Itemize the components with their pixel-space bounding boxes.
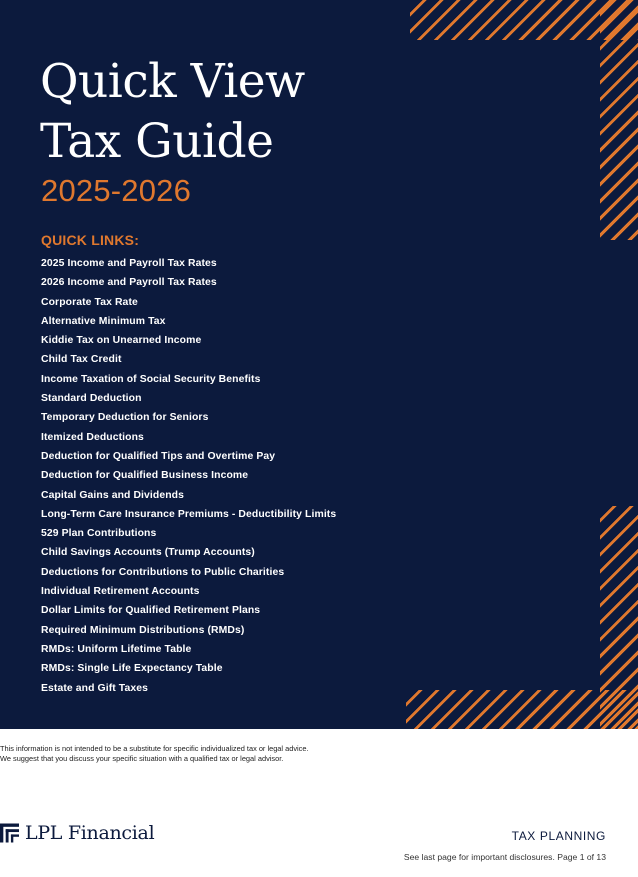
quick-link-standard-deduction[interactable]: Standard Deduction	[41, 393, 142, 405]
quick-link-public-charities-deductions[interactable]: Deductions for Contributions to Public Charities	[41, 566, 285, 578]
quick-link-529-plan-contributions[interactable]: 529 Plan Contributions	[41, 528, 157, 540]
tax-years: 2025-2026	[41, 173, 192, 208]
quick-link-social-security-taxation[interactable]: Income Taxation of Social Security Benefits	[41, 373, 261, 385]
quick-link-seniors-deduction[interactable]: Temporary Deduction for Seniors	[41, 412, 209, 424]
quick-link-rmd-single-life-table[interactable]: RMDs: Single Life Expectancy Table	[41, 663, 223, 675]
quick-link-qualified-business-income[interactable]: Deduction for Qualified Business Income	[41, 470, 249, 482]
quick-link-alternative-minimum-tax[interactable]: Alternative Minimum Tax	[41, 315, 166, 327]
quick-links-heading: QUICK LINKS:	[41, 232, 140, 248]
quick-link-estate-gift-taxes[interactable]: Estate and Gift Taxes	[41, 682, 148, 694]
page-note: See last page for important disclosures. Page 1 of 13	[403, 852, 606, 862]
quick-link-child-tax-credit[interactable]: Child Tax Credit	[41, 354, 122, 366]
logo-text: LPL Financial	[25, 822, 155, 844]
quick-link-retirement-plan-limits[interactable]: Dollar Limits for Qualified Retirement Plans	[41, 605, 261, 617]
quick-link-capital-gains-dividends[interactable]: Capital Gains and Dividends	[41, 489, 185, 501]
decorative-stripes-right	[600, 0, 638, 240]
quick-link-corporate-tax-rate[interactable]: Corporate Tax Rate	[41, 296, 138, 308]
lpl-logo-icon	[0, 823, 19, 843]
quick-link-child-savings-accounts[interactable]: Child Savings Accounts (Trump Accounts)	[41, 547, 255, 559]
page-title	[40, 52, 305, 172]
quick-link-2026-income-payroll-tax-rates[interactable]: 2026 Income and Payroll Tax Rates	[41, 277, 217, 289]
disclaimer	[0, 744, 309, 764]
quick-link-2025-income-payroll-tax-rates[interactable]: 2025 Income and Payroll Tax Rates	[41, 258, 217, 269]
quick-links-list	[41, 254, 336, 698]
quick-link-kiddie-tax[interactable]: Kiddie Tax on Unearned Income	[41, 335, 202, 347]
quick-link-required-minimum-distributions[interactable]: Required Minimum Distributions (RMDs)	[41, 624, 245, 636]
title-line-1: Quick View	[40, 54, 305, 109]
title-line-2: Tax Guide	[40, 114, 274, 169]
quick-link-tips-overtime-deduction[interactable]: Deduction for Qualified Tips and Overtime Pay	[41, 450, 276, 462]
disclaimer-line-1: This information is not intended to be a substitute for specific individualized tax or legal advice.	[0, 744, 309, 753]
quick-link-long-term-care-premiums[interactable]: Long-Term Care Insurance Premiums - Deductibility Limits	[41, 508, 337, 520]
quick-link-itemized-deductions[interactable]: Itemized Deductions	[41, 431, 144, 443]
quick-link-rmd-uniform-lifetime-table[interactable]: RMDs: Uniform Lifetime Table	[41, 643, 192, 655]
decorative-stripes-bottom	[406, 690, 638, 729]
quick-link-individual-retirement-accounts[interactable]: Individual Retirement Accounts	[41, 586, 200, 598]
lpl-logo	[0, 822, 154, 844]
section-label: TAX PLANNING	[511, 829, 606, 843]
disclaimer-line-2: We suggest that you discuss your specific situation with a qualified tax or legal advisor.	[0, 754, 284, 763]
